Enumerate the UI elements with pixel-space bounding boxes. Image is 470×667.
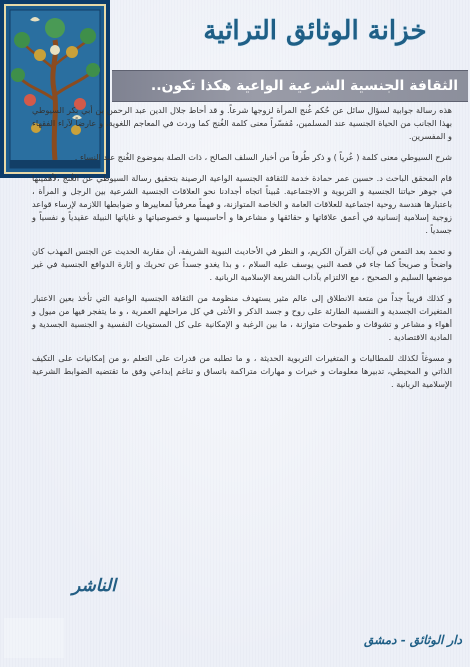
- publisher-house-logo: دار الوثائق - دمشق: [363, 633, 462, 647]
- paragraph: شرح السيوطي معنى كلمة ( عُرباً ) و ذكر طُرفاً من أخبار السلف الصالح ، ذات الصلة بموضوع الغُنج عند النساء .: [74, 152, 452, 162]
- paragraph: قام المحقق الباحث د. حسين عمر حمادة خدمة للثقافة الجنسية الواعية الرصينة بتحقيق رسالة السيوطي عن الغُنج ،لأهميتها في جوهر حياتنا الجنسية و التربوية و الاجتماعية. مُبيناً اتجاه أجدادنا نحو العلاقات الجنسية الشرعية بين الرجل و المرأة ، باعتبارها هندسة روحية اجتماعية للعلاقات العامة و الخاصة المتوازنة، و فهماً معرفياً لمعاييرها و ضوابطها اللازمة لإرساء قواعد زوجية إسلامية إنسانية في أعمق علاقاتها و حقائقها و مشاعرها و أحاسيسها و خصوصياتها و غاياتها النبيلة عقيدياً و نفسياً و جسدياً .: [32, 173, 452, 235]
- series-title: خزانة الوثائق التراثية: [203, 16, 427, 46]
- paragraph: و مسوغاً لكذلك للمطالبات و المتغيرات التربوية الحديثة ، و ما تطلبه من قدرات على التعلم ،و من إمكانيات على التكيف الذاتي و المحيطي، تدبيرها معلومات و خبرات و مهارات متراكمة باتساق و تناغم إبداعي وفق ما تقتضيه الضوابط الشرعية الإسلامية الربانية .: [32, 353, 452, 389]
- publisher-signature: الناشر: [72, 576, 116, 596]
- barcode-area: [4, 618, 64, 658]
- paragraph: و تحمد بعد التمعن في آيات القرآن الكريم، و النظر في الأحاديث النبوية الشريفة، أن مقاربة الحديث عن الجنس المهذب كان واضحاً و صريحاً كما جاء في قصة النبي يوسف عليه السلام ، و بذا يغدو جسداً عن تحريك و إثارة الدوافع الجنسية في غير موضعها السليم و الصحيح ، مع الالتزام بآداب الشريعة الإسلامية الربانية .: [32, 246, 452, 282]
- description-body: [32, 104, 452, 615]
- paragraph: هذه رسالة جوابية لسؤال سائل عن حُكم غُنج المرأة لزوجها شرعاً. و قد أحاط جلال الدين عبد الرحمن بن أبي بكر السيوطي بهذا الجانب من الحياة الجنسية عند المسلمين، مُفسّراً معنى كلمة الغُنج كما وردت في المعاجم اللغوية، و عارضاً لآراء الفقهاء و المفسرين.: [32, 105, 452, 141]
- headline-text: الثقافة الجنسية الشرعية الواعية هكذا تكون..: [150, 78, 458, 94]
- headline-banner: [112, 70, 468, 102]
- paragraph: و كذلك قريباً جداً من متعة الانطلاق إلى عالم مثير يستهدف منظومة من الثقافة الجنسية الواعية التي تأخذ بعين الاعتبار المتغيرات الجسدية و النفسية الطارئة على روح و جسد الذكر و الأنثى في كل مراحلهم العمرية ، و ما يتفجر فيها من ميول و أهواء و مشاعر و تشوقات و طموحات متوازنة ، ما بين الرغبة و الإمكانية على كل المستويات النفسية و الجنسية الجسدية و المادية الاقتصادية .: [32, 293, 452, 342]
